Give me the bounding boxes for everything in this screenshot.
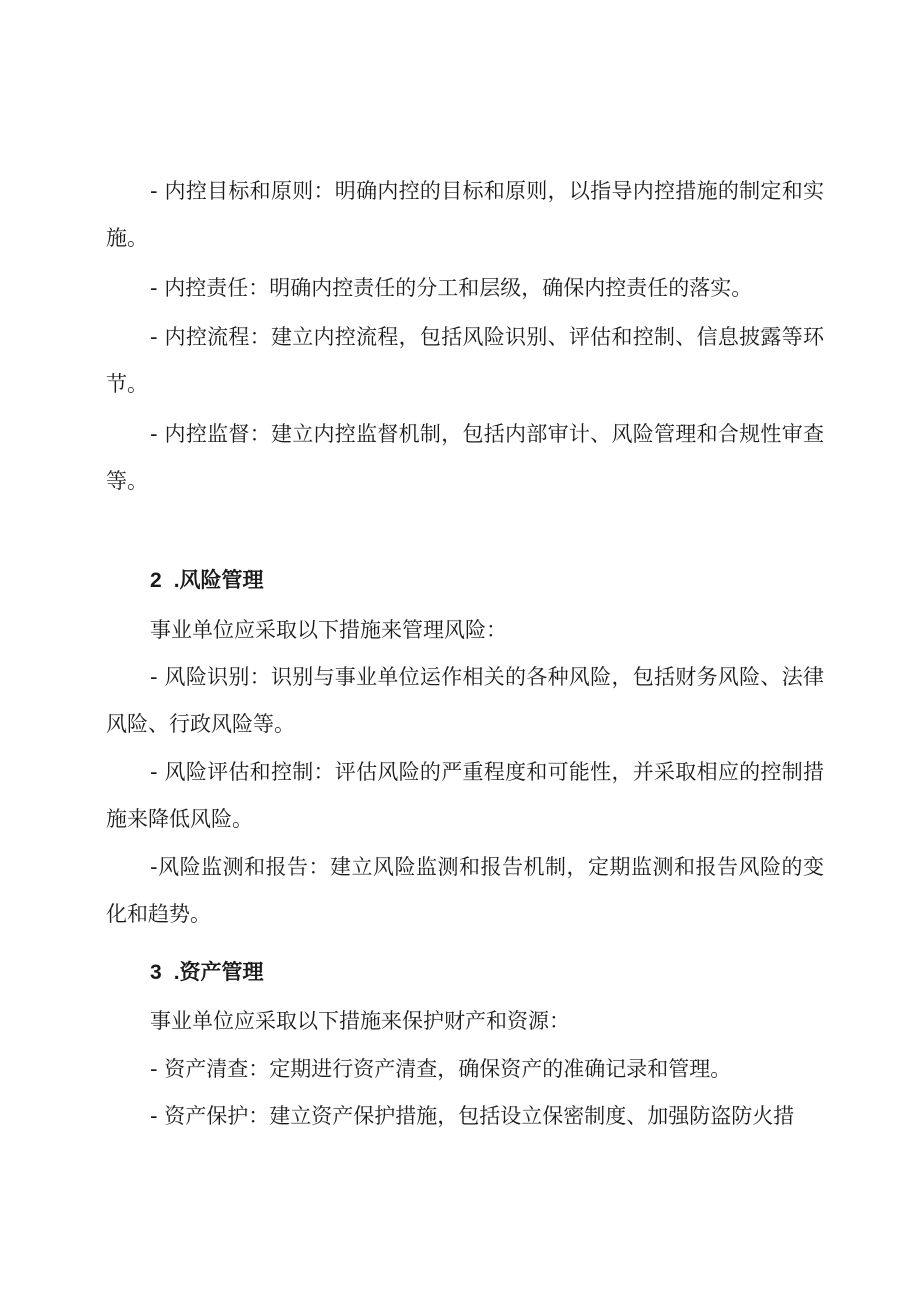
paragraph-risk-intro: 事业单位应采取以下措施来管理风险： bbox=[150, 618, 507, 642]
section-heading-asset-management bbox=[150, 958, 264, 988]
section-title: .风险管理 bbox=[173, 569, 264, 592]
paragraph-control-supervision: - 内控监督：建立内控监督机制，包括内部审计、风险管理和合规性审查等。 bbox=[106, 422, 824, 493]
paragraph-risk-assessment: - 风险评估和控制：评估风险的严重程度和可能性，并采取相应的控制措施来降低风险。 bbox=[106, 760, 824, 831]
paragraph-risk-identification: - 风险识别：识别与事业单位运作相关的各种风险，包括财务风险、法律风险、行政风险等。 bbox=[106, 665, 824, 736]
paragraph-asset-protection: - 资产保护：建立资产保护措施，包括设立保密制度、加强防盗防火措 bbox=[150, 1104, 795, 1128]
paragraph-asset-intro: 事业单位应采取以下措施来保护财产和资源： bbox=[150, 1009, 570, 1033]
paragraph-asset-inventory: - 资产清查：定期进行资产清查，确保资产的准确记录和管理。 bbox=[150, 1057, 732, 1081]
paragraph-control-objectives: - 内控目标和原则：明确内控的目标和原则，以指导内控措施的制定和实施。 bbox=[106, 179, 824, 250]
section-heading-risk-management bbox=[150, 566, 264, 596]
paragraph-control-responsibility: - 内控责任：明确内控责任的分工和层级，确保内控责任的落实。 bbox=[150, 276, 753, 300]
paragraph-control-process: - 内控流程：建立内控流程，包括风险识别、评估和控制、信息披露等环节。 bbox=[106, 325, 824, 396]
section-title: .资产管理 bbox=[173, 961, 264, 984]
section-number: 3 bbox=[150, 961, 162, 984]
paragraph-risk-monitoring: -风险监测和报告：建立风险监测和报告机制，定期监测和报告风险的变化和趋势。 bbox=[106, 855, 824, 926]
section-number: 2 bbox=[150, 569, 162, 592]
